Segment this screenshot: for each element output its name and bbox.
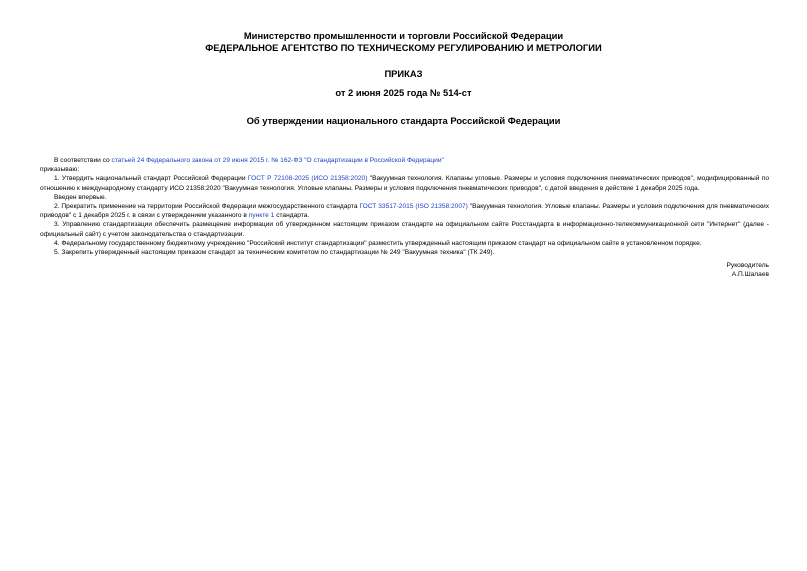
intro-paragraph <box>40 156 769 165</box>
paragraph-3: 3. Управлению стандартизации обеспечить размещение информации об утвержденном настоящим приказом стандарте на официальном сайте Росстандарта в информационно-телекоммуникационной сети "Интернет" (далее - официальный сайт) с учетом законодательства о стандартизации. <box>40 221 769 238</box>
paragraph-2-prefix: 2. Прекратить применение на территории Российской Федерации межгосударственного стандарта <box>54 203 360 211</box>
gost-r-72108-link[interactable]: ГОСТ Р 72108-2025 (ИСО 21358:2020) <box>247 175 368 183</box>
paragraph-1-suffix: "Вакуумная технология. Клапаны угловые. Размеры и условия подключения пневматических приводов", модифицированный по отношению к международному стандарту ИСО 21358:2020 "Вакуумная технология. Угловые клапаны. Размеры и условия подключения пневматических приводов", с датой введения в действие 1 декабря 2025 года. <box>40 175 769 192</box>
paragraph-1-prefix: 1. Утвердить национальный стандарт Российской Федерации <box>54 175 248 183</box>
document-title: Об утверждении национального стандарта Российской Федерации <box>246 115 561 126</box>
document-body <box>40 156 769 280</box>
signature-block <box>40 261 769 279</box>
paragraph-2 <box>40 202 769 220</box>
law-title-link[interactable]: "О стандартизации в Российской Федерации" <box>304 157 444 164</box>
paragraph-5: 5. Закрепить утвержденный настоящим приказом стандарт за техническим комитетом по стандартизации № 249 "Вакуумная техника" (ТК 249). <box>54 249 495 257</box>
ministry-name: Министерство промышленности и торговли Российской Федерации <box>243 30 564 41</box>
gost-33517-link[interactable]: ГОСТ 33517-2015 (ISO 21358:2007) <box>359 203 468 211</box>
paragraph-2-middle: "Вакуумная технология. Угловые клапаны. Размеры и условия подключения для пневматических приводов" с 1 декабря 2025 г. в связи с утверждением указанного в <box>40 203 769 220</box>
paragraph-2-suffix: стандарта. <box>274 212 310 220</box>
intro-text: В соответствии со <box>54 157 112 164</box>
signature-name: А.П.Шалаев <box>731 271 769 279</box>
document-date-number: от 2 июня 2025 года № 514-ст <box>335 87 472 98</box>
document-type: ПРИКАЗ <box>384 68 423 79</box>
paragraph-1-note: Введен впервые. <box>54 193 107 201</box>
item-1-link[interactable]: пункте 1 <box>248 212 275 220</box>
agency-name: ФЕДЕРАЛЬНОЕ АГЕНТСТВО ПО ТЕХНИЧЕСКОМУ РЕГУЛИРОВАНИЮ И МЕТРОЛОГИИ <box>205 42 602 53</box>
orders-line: приказываю: <box>40 166 80 174</box>
paragraph-1 <box>40 174 769 192</box>
paragraph-4: 4. Федеральному государственному бюджетному учреждению "Российский институт стандартизации" разместить утвержденный настоящим приказом стандарт на официальном сайте в установленном порядке. <box>54 239 702 247</box>
law-article-link[interactable]: статьей 24 Федерального закона от 29 июня 2015 г. № 162-ФЗ <box>111 157 303 164</box>
document-header <box>0 30 807 54</box>
signature-position: Руководитель <box>726 262 769 270</box>
